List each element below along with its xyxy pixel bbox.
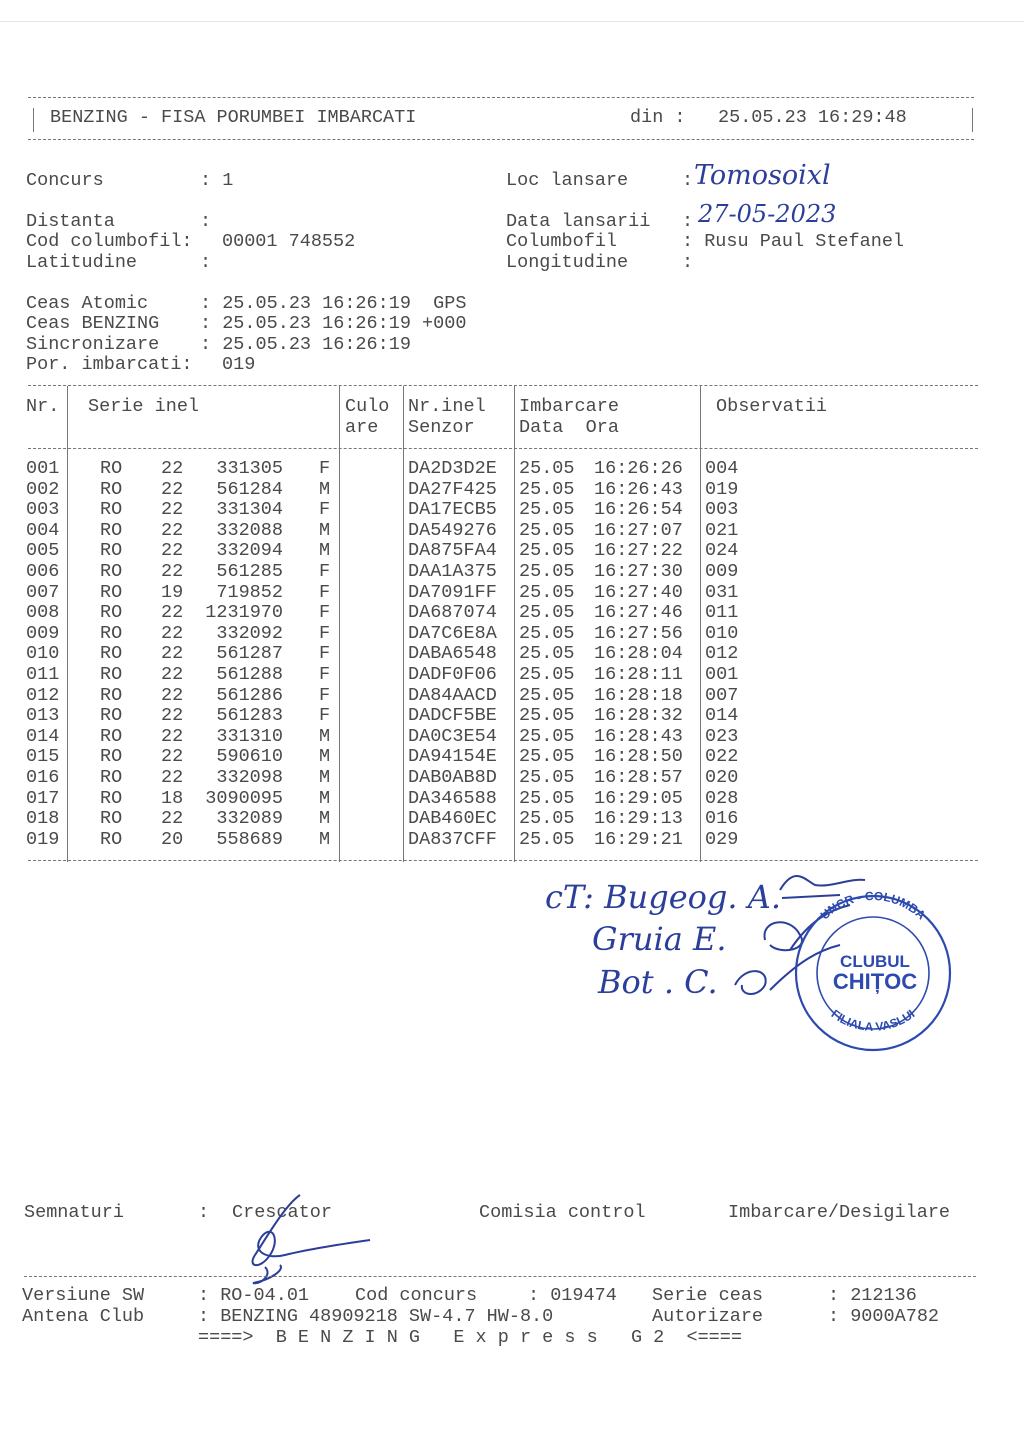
cell-senzor: DA94154E: [408, 746, 497, 768]
cell-tara: RO: [100, 581, 123, 603]
cell-an: 22: [161, 622, 184, 644]
stamp-bottom-text: FILIALA VASLUI: [828, 1006, 918, 1034]
versiune-sw-label: Versiune SW: [22, 1285, 145, 1306]
cell-ora: 16:28:18: [594, 684, 683, 706]
cell-observatii: 028: [705, 787, 739, 809]
porumbei-imbarcati-value: 019: [222, 354, 256, 375]
cell-nr: 017: [26, 787, 60, 809]
cell-ora: 16:27:46: [594, 602, 683, 624]
data-lansarii-colon: :: [682, 211, 694, 232]
cell-senzor: DA7091FF: [408, 581, 497, 603]
cell-tara: RO: [100, 767, 123, 788]
th-culoare-1: Culo: [345, 396, 390, 417]
cell-nr: 014: [26, 725, 60, 747]
cell-senzor: DA2D3D2E: [408, 458, 497, 479]
cell-senzor: DA687074: [408, 602, 497, 624]
ceas-benzing-label: Ceas BENZING: [26, 313, 160, 334]
cell-an: 22: [161, 499, 184, 521]
cell-ora: 16:28:50: [594, 746, 683, 768]
cell-inel: 332098: [216, 767, 283, 788]
cell-inel: 561286: [216, 684, 283, 706]
cell-observatii: 016: [705, 808, 739, 830]
cell-inel: 719852: [216, 581, 283, 603]
columbofil-value: : Rusu Paul Stefanel: [682, 231, 905, 252]
cell-sex: M: [319, 828, 331, 850]
cell-data: 25.05: [519, 561, 575, 582]
cell-senzor: DA84AACD: [408, 684, 497, 706]
cell-sex: F: [319, 561, 331, 582]
cell-inel: 332088: [216, 519, 283, 541]
cell-data: 25.05: [519, 787, 575, 809]
cell-tara: RO: [100, 458, 123, 479]
cell-observatii: 003: [705, 499, 739, 521]
cell-ora: 16:29:05: [594, 787, 683, 809]
cell-sex: M: [319, 787, 331, 809]
cell-nr: 019: [26, 828, 60, 850]
cell-data: 25.05: [519, 746, 575, 768]
handwritten-name-1: cT: Bugeog. A.: [545, 878, 781, 916]
cell-inel: 561288: [216, 664, 283, 685]
cell-senzor: DA346588: [408, 787, 497, 809]
cell-inel: 590610: [216, 746, 283, 768]
distanta-label: Distanta: [26, 211, 115, 232]
crescator-label: Crescator: [232, 1202, 332, 1223]
cell-an: 22: [161, 705, 184, 727]
cell-sex: F: [319, 499, 331, 521]
cell-senzor: DAB0AB8D: [408, 767, 497, 788]
cell-data: 25.05: [519, 458, 575, 479]
cell-senzor: DAB460EC: [408, 808, 497, 830]
columbofil-label: Columbofil: [506, 231, 618, 252]
cell-nr: 009: [26, 622, 60, 644]
cell-inel: 558689: [216, 828, 283, 850]
cell-observatii: 001: [705, 664, 739, 685]
cell-tara: RO: [100, 808, 123, 830]
cell-nr: 003: [26, 499, 60, 521]
semnaturi-colon: :: [198, 1202, 210, 1223]
cell-sex: M: [319, 478, 331, 500]
cell-senzor: DA549276: [408, 519, 497, 541]
cell-inel: 332092: [216, 622, 283, 644]
cell-an: 22: [161, 725, 184, 747]
cell-inel: 331305: [216, 458, 283, 479]
th-imbarcare-2: Data Ora: [519, 417, 619, 438]
ceas-atomic-value: : 25.05.23 16:26:19 GPS: [200, 293, 467, 314]
data-lansarii-label: Data lansarii: [506, 211, 651, 232]
cell-observatii: 023: [705, 725, 739, 747]
cell-tara: RO: [100, 725, 123, 747]
header-din-label: din :: [630, 107, 686, 128]
stamp-center-line-1: CLUBUL: [840, 952, 910, 971]
cell-an: 22: [161, 540, 184, 562]
cell-ora: 16:26:26: [594, 458, 683, 479]
antena-club-value: : BENZING 48909218 SW-4.7 HW-8.0: [198, 1306, 554, 1327]
cell-senzor: DA0C3E54: [408, 725, 497, 747]
longitudine-label: Longitudine: [506, 252, 629, 273]
cell-observatii: 021: [705, 519, 739, 541]
cell-tara: RO: [100, 499, 123, 521]
cell-senzor: DA7C6E8A: [408, 622, 497, 644]
cell-nr: 010: [26, 643, 60, 665]
cell-tara: RO: [100, 602, 123, 624]
cell-data: 25.05: [519, 767, 575, 788]
benzing-express-banner: ====> B E N Z I N G E x p r e s s G 2 <====: [198, 1327, 742, 1348]
cell-sex: F: [319, 581, 331, 603]
cell-tara: RO: [100, 746, 123, 768]
cell-sex: M: [319, 767, 331, 788]
cell-an: 22: [161, 478, 184, 500]
th-observatii: Observatii: [716, 396, 828, 417]
cell-data: 25.05: [519, 622, 575, 644]
cod-concurs-label: Cod concurs: [355, 1285, 478, 1306]
cell-tara: RO: [100, 828, 123, 850]
cell-data: 25.05: [519, 519, 575, 541]
th-culoare-2: are: [345, 417, 379, 438]
cell-sex: M: [319, 540, 331, 562]
ceas-atomic-label: Ceas Atomic: [26, 293, 149, 314]
cell-ora: 16:28:11: [594, 664, 683, 685]
cell-tara: RO: [100, 643, 123, 665]
cell-data: 25.05: [519, 540, 575, 562]
cell-observatii: 009: [705, 561, 739, 582]
cell-nr: 007: [26, 581, 60, 603]
cell-ora: 16:27:30: [594, 561, 683, 582]
stamp-center-line-2: CHIȚOC: [832, 969, 918, 994]
cell-senzor: DABA6548: [408, 643, 497, 665]
cell-inel: 561284: [216, 478, 283, 500]
cod-columbofil-value: 00001 748552: [222, 231, 356, 252]
cell-tara: RO: [100, 705, 123, 727]
cell-an: 22: [161, 808, 184, 830]
cod-columbofil-label: Cod columbofil:: [26, 231, 193, 252]
cell-inel: 561285: [216, 561, 283, 582]
cell-tara: RO: [100, 664, 123, 685]
cell-data: 25.05: [519, 643, 575, 665]
cell-observatii: 022: [705, 746, 739, 768]
cell-an: 22: [161, 458, 184, 479]
cell-data: 25.05: [519, 725, 575, 747]
handwritten-name-2: Gruia E.: [592, 920, 727, 958]
cell-inel: 332094: [216, 540, 283, 562]
th-serie-inel: Serie inel: [88, 396, 200, 417]
cell-an: 20: [161, 828, 184, 850]
cell-data: 25.05: [519, 664, 575, 685]
cell-ora: 16:28:04: [594, 643, 683, 665]
cell-ora: 16:29:21: [594, 828, 683, 850]
cell-senzor: DA837CFF: [408, 828, 497, 850]
cell-tara: RO: [100, 540, 123, 562]
cell-observatii: 004: [705, 458, 739, 479]
cell-data: 25.05: [519, 499, 575, 521]
cell-observatii: 024: [705, 540, 739, 562]
cell-nr: 004: [26, 519, 60, 541]
cell-sex: F: [319, 684, 331, 706]
cell-inel: 331310: [216, 725, 283, 747]
serie-ceas-label: Serie ceas: [652, 1285, 764, 1306]
versiune-sw-value: : RO-04.01: [198, 1285, 310, 1306]
cell-observatii: 029: [705, 828, 739, 850]
cell-senzor: DAA1A375: [408, 561, 497, 582]
cell-nr: 015: [26, 746, 60, 768]
cell-an: 18: [161, 787, 184, 809]
distanta-value: :: [200, 211, 212, 232]
cell-data: 25.05: [519, 478, 575, 500]
cell-nr: 002: [26, 478, 60, 500]
cell-data: 25.05: [519, 808, 575, 830]
comisia-control-label: Comisia control: [479, 1202, 646, 1223]
loc-lansare-handwritten: Tomosoixl: [694, 160, 831, 191]
cell-inel: 331304: [216, 499, 283, 521]
cell-senzor: DA27F425: [408, 478, 497, 500]
cell-nr: 005: [26, 540, 60, 562]
stamp-top-text: UNCR - COLUMBA: [817, 888, 929, 923]
cell-nr: 001: [26, 458, 60, 479]
cell-ora: 16:26:43: [594, 478, 683, 500]
cell-sex: M: [319, 725, 331, 747]
cell-nr: 013: [26, 705, 60, 727]
cell-sex: M: [319, 746, 331, 768]
ceas-benzing-value: : 25.05.23 16:26:19 +000: [200, 313, 467, 334]
cell-observatii: 014: [705, 705, 739, 727]
cell-tara: RO: [100, 684, 123, 706]
th-imbarcare-1: Imbarcare: [519, 396, 619, 417]
cell-observatii: 031: [705, 581, 739, 603]
cell-nr: 011: [26, 664, 60, 685]
cell-tara: RO: [100, 561, 123, 582]
cell-ora: 16:29:13: [594, 808, 683, 830]
cell-ora: 16:28:43: [594, 725, 683, 747]
cell-data: 25.05: [519, 602, 575, 624]
imbarcare-desigilare-label: Imbarcare/Desigilare: [728, 1202, 951, 1223]
cell-data: 25.05: [519, 684, 575, 706]
cell-an: 22: [161, 746, 184, 768]
cell-tara: RO: [100, 787, 123, 809]
header-datetime: 25.05.23 16:29:48: [718, 107, 907, 128]
cell-sex: F: [319, 643, 331, 665]
sincronizare-label: Sincronizare: [26, 334, 160, 355]
cell-nr: 008: [26, 602, 60, 624]
data-lansarii-handwritten: 27-05-2023: [698, 200, 837, 228]
cell-sex: F: [319, 622, 331, 644]
cell-inel: 3090095: [205, 787, 283, 809]
cell-nr: 016: [26, 767, 60, 788]
loc-lansare-colon: :: [682, 170, 694, 191]
longitudine-value: :: [682, 252, 694, 273]
cell-tara: RO: [100, 622, 123, 644]
crescator-signature: [225, 1185, 405, 1295]
autorizare-value: : 9000A782: [828, 1306, 940, 1327]
cell-ora: 16:28:32: [594, 705, 683, 727]
semnaturi-label: Semnaturi: [24, 1202, 124, 1223]
cell-observatii: 010: [705, 622, 739, 644]
cell-ora: 16:28:57: [594, 767, 683, 788]
cell-inel: 561287: [216, 643, 283, 665]
cell-nr: 006: [26, 561, 60, 582]
cell-an: 22: [161, 519, 184, 541]
cell-observatii: 007: [705, 684, 739, 706]
cell-tara: RO: [100, 519, 123, 541]
cell-sex: M: [319, 808, 331, 830]
latitudine-label: Latitudine: [26, 252, 138, 273]
cell-sex: M: [319, 519, 331, 541]
cell-sex: F: [319, 705, 331, 727]
cell-an: 22: [161, 561, 184, 582]
cell-senzor: DA17ECB5: [408, 499, 497, 521]
handwritten-name-3: Bot . C.: [598, 963, 718, 1001]
cell-senzor: DA875FA4: [408, 540, 497, 562]
antena-club-label: Antena Club: [22, 1306, 145, 1327]
cell-an: 22: [161, 602, 184, 624]
cell-an: 22: [161, 643, 184, 665]
cell-ora: 16:27:56: [594, 622, 683, 644]
cell-observatii: 012: [705, 643, 739, 665]
cell-ora: 16:27:07: [594, 519, 683, 541]
cod-concurs-value: : 019474: [528, 1285, 617, 1306]
cell-inel: 561283: [216, 705, 283, 727]
cell-inel: 332089: [216, 808, 283, 830]
cell-senzor: DADCF5BE: [408, 705, 497, 727]
concurs-label: Concurs: [26, 170, 104, 191]
cell-inel: 1231970: [205, 602, 283, 624]
sincronizare-value: : 25.05.23 16:26:19: [200, 334, 411, 355]
cell-observatii: 011: [705, 602, 739, 624]
serie-ceas-value: : 212136: [828, 1285, 917, 1306]
cell-ora: 16:26:54: [594, 499, 683, 521]
th-nr-inel-2: Senzor: [408, 417, 475, 438]
th-nr: Nr.: [26, 396, 60, 417]
cell-an: 19: [161, 581, 184, 603]
cell-an: 22: [161, 684, 184, 706]
cell-observatii: 019: [705, 478, 739, 500]
cell-an: 22: [161, 767, 184, 788]
cell-data: 25.05: [519, 581, 575, 603]
cell-sex: F: [319, 664, 331, 685]
cell-data: 25.05: [519, 828, 575, 850]
club-stamp: [778, 885, 968, 1055]
autorizare-label: Autorizare: [652, 1306, 764, 1327]
cell-sex: F: [319, 602, 331, 624]
cell-an: 22: [161, 664, 184, 685]
signatures-bottom-border: [24, 1276, 976, 1277]
cell-sex: F: [319, 458, 331, 479]
loc-lansare-label: Loc lansare: [506, 170, 629, 191]
header-title: BENZING - FISA PORUMBEI IMBARCATI: [50, 107, 417, 128]
cell-tara: RO: [100, 478, 123, 500]
cell-nr: 012: [26, 684, 60, 706]
cell-ora: 16:27:40: [594, 581, 683, 603]
cell-data: 25.05: [519, 705, 575, 727]
latitudine-value: :: [200, 252, 212, 273]
cell-senzor: DADF0F06: [408, 664, 497, 685]
porumbei-imbarcati-label: Por. imbarcati:: [26, 354, 193, 375]
cell-nr: 018: [26, 808, 60, 830]
cell-observatii: 020: [705, 767, 739, 788]
cell-ora: 16:27:22: [594, 540, 683, 562]
concurs-value: : 1: [200, 170, 234, 191]
th-nr-inel-1: Nr.inel: [408, 396, 486, 417]
